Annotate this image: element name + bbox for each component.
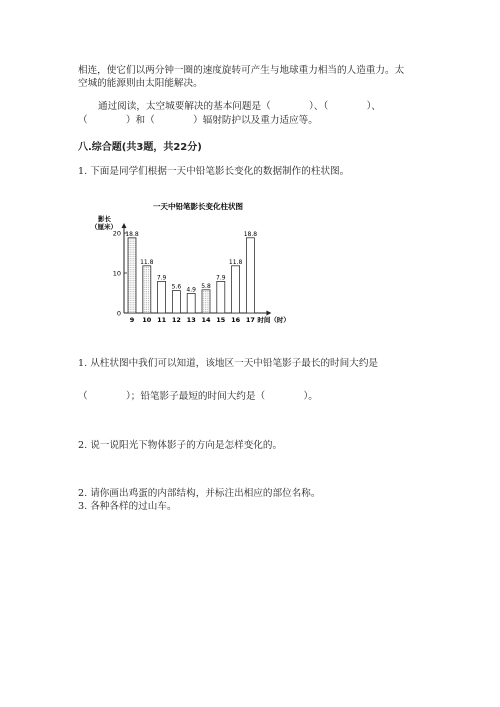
- chart-bar: [128, 238, 136, 313]
- x-axis-arrow: [266, 311, 271, 316]
- chart-bar: [172, 291, 180, 313]
- bar-value-label: 11.8: [140, 258, 154, 266]
- x-tick-label: 9: [129, 316, 135, 324]
- chart-bar: [246, 238, 254, 313]
- chart-bar: [187, 293, 195, 313]
- bar-value-label: 5.6: [171, 283, 182, 291]
- question-1-intro: 1. 下面是同学们根据一天中铅笔影长变化的数据制作的柱状图。: [78, 166, 350, 177]
- x-tick-label: 10: [142, 316, 152, 324]
- question-1-sub-1-line-1: 1. 从柱状图中我们可以知道，该地区一天中铅笔影子最长的时间大约是: [78, 358, 379, 369]
- bar-value-label: 4.9: [186, 286, 196, 294]
- y-tick-label: 20: [112, 229, 121, 238]
- question-1-sub-1-line-2: （ ）；铅笔影子最短的时间大约是（ ）。: [78, 391, 318, 402]
- question-2: 2. 请你画出鸡蛋的内部结构，并标注出相应的部位名称。: [78, 488, 321, 499]
- chart-title: 一天中铅笔影长变化柱状图: [153, 202, 243, 211]
- y-tick-label: 0: [116, 309, 121, 318]
- bar-value-label: 11.8: [228, 258, 243, 266]
- question-1-sub-2: 2. 说一说阳光下物体影子的方向是怎样变化的。: [78, 440, 283, 451]
- chart-bar: [202, 290, 210, 313]
- x-tick-label: 13: [186, 316, 196, 324]
- chart-bar: [158, 281, 166, 313]
- y-axis-label-line-2: （厘米）: [91, 223, 117, 231]
- x-tick-label: 16: [231, 316, 241, 324]
- section-heading: 八.综合题(共3题，共22分): [78, 142, 202, 153]
- passage-line-1: 相连，使它们以两分钟一圈的速度旋转可产生与地球重力相当的人造重力。太: [78, 65, 405, 76]
- question-3: 3. 各种各样的过山车。: [78, 501, 177, 512]
- bar-value-label: 7.9: [156, 274, 167, 282]
- x-tick-label: 12: [171, 316, 181, 324]
- passage-line-4: （ ）和（ ）辐射防护以及重力适应等。: [78, 115, 318, 126]
- bar-chart-svg: [88, 196, 308, 331]
- x-tick-label: 11: [157, 316, 167, 324]
- chart-bar: [217, 281, 225, 313]
- x-tick-label: 15: [216, 316, 226, 324]
- bar-value-label: 7.9: [216, 274, 226, 282]
- chart-bar: [232, 266, 240, 313]
- passage-line-2: 空城的能源则由太阳能解决。: [78, 78, 203, 89]
- x-axis-label: 时间（时）: [257, 316, 290, 324]
- passage-line-3: 通过阅读，太空城要解决的基本问题是（ ）、（ ）、: [98, 101, 382, 112]
- x-tick-label: 14: [201, 316, 211, 324]
- bar-value-label: 18.8: [243, 230, 258, 238]
- bar-value-label: 18.8: [125, 230, 139, 238]
- y-tick-label: 10: [112, 269, 121, 278]
- y-axis-arrow: [122, 223, 127, 228]
- y-axis-label-line-1: 影长: [98, 215, 111, 223]
- x-tick-label: 17: [245, 316, 255, 324]
- bar-value-label: 5.8: [201, 282, 211, 290]
- shadow-length-chart: [88, 196, 308, 331]
- chart-bar: [143, 266, 151, 313]
